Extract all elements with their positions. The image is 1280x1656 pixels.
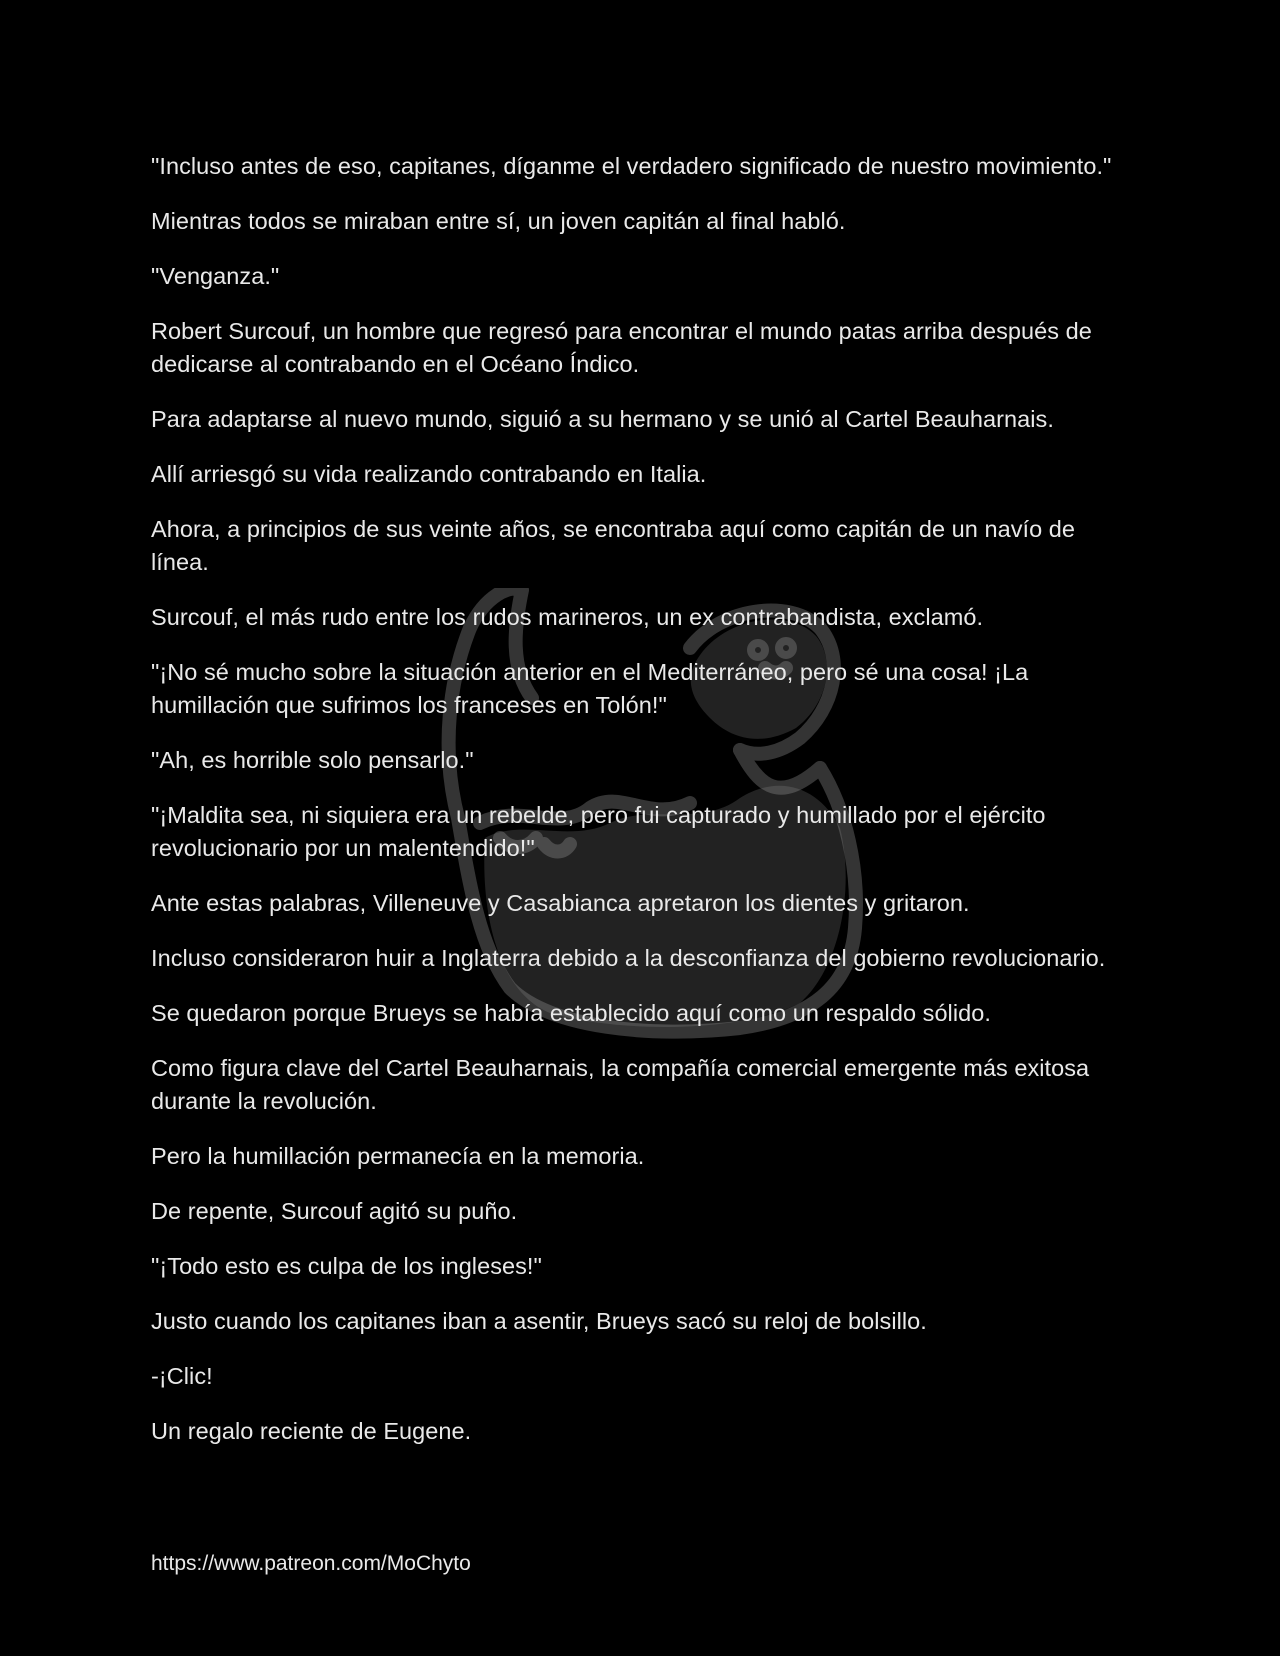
paragraph: Se quedaron porque Brueys se había establecido aquí como un respaldo sólido. (151, 1000, 991, 1026)
paragraph: Incluso consideraron huir a Inglaterra debido a la desconfianza del gobierno revolucionario. (151, 945, 1106, 971)
paragraph: De repente, Surcouf agitó su puño. (151, 1198, 518, 1224)
paragraph: Como figura clave del Cartel Beauharnais, la compañía comercial emergente más exitosa durante la revolución. (151, 1055, 1090, 1114)
paragraph: "¡Maldita sea, ni siquiera era un rebelde, pero fui capturado y humillado por el ejército revolucionario por un malentendido!" (151, 802, 1046, 861)
paragraph: Surcouf, el más rudo entre los rudos marineros, un ex contrabandista, exclamó. (151, 604, 984, 630)
paragraph: "¡No sé mucho sobre la situación anterior en el Mediterráneo, pero sé una cosa! ¡La humillación que sufrimos los franceses en Tolón!" (151, 659, 1029, 718)
chapter-text (151, 150, 1131, 1470)
paragraph: Ante estas palabras, Villeneuve y Casabianca apretaron los dientes y gritaron. (151, 890, 970, 916)
paragraph: Pero la humillación permanecía en la memoria. (151, 1143, 645, 1169)
paragraph: Robert Surcouf, un hombre que regresó para encontrar el mundo patas arriba después de dedicarse al contrabando en el Océano Índico. (151, 318, 1092, 377)
paragraph: Un regalo reciente de Eugene. (151, 1418, 472, 1444)
paragraph: "¡Todo esto es culpa de los ingleses!" (151, 1253, 542, 1279)
paragraph: "Venganza." (151, 263, 280, 289)
paragraph: -¡Clic! (151, 1363, 213, 1389)
paragraph: "Ah, es horrible solo pensarlo." (151, 747, 474, 773)
paragraph: Justo cuando los capitanes iban a asentir, Brueys sacó su reloj de bolsillo. (151, 1308, 927, 1334)
paragraph: Mientras todos se miraban entre sí, un joven capitán al final habló. (151, 208, 846, 234)
paragraph: "Incluso antes de eso, capitanes, díganme el verdadero significado de nuestro movimiento." (151, 153, 1112, 179)
patreon-link[interactable]: https://www.patreon.com/MoChyto (151, 1552, 471, 1575)
paragraph: Para adaptarse al nuevo mundo, siguió a su hermano y se unió al Cartel Beauharnais. (151, 406, 1054, 432)
paragraph: Allí arriesgó su vida realizando contrabando en Italia. (151, 461, 707, 487)
paragraph: Ahora, a principios de sus veinte años, se encontraba aquí como capitán de un navío de línea. (151, 516, 1076, 575)
